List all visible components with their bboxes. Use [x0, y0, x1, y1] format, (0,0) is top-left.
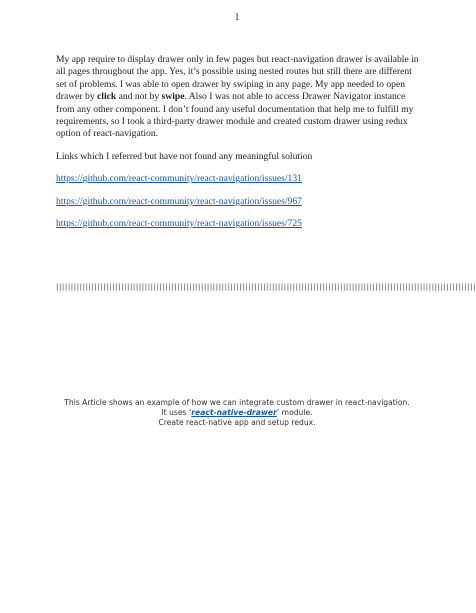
- summary-suffix: ’ module.: [276, 408, 313, 417]
- separator-line: ||||||||||||||||||||||||||||||||||||||||||||||||||||||||||||||||||||||||||||||||||||||||||||||||||||||||||||||||||||||||||||||||||||||||||||||: [56, 283, 476, 291]
- article-body: [56, 54, 421, 240]
- summary-prefix: It uses ‘: [161, 408, 192, 417]
- summary-line-3: Create react-native app and setup redux.: [158, 418, 316, 427]
- intro-text-3: . Also I was not able to access Drawer Navigator instance from any other component. I don’t found any useful documentation that help me to fulfill my requirements, so I took a third-party drawer module and created custom drawer using redux option of react-navigation.: [56, 91, 414, 140]
- summary-line-2: [0, 408, 474, 418]
- intro-bold-click: click: [97, 91, 117, 103]
- issue-link-131[interactable]: https://github.com/react-community/react-navigation/issues/131: [56, 173, 302, 185]
- intro-text-2: and not by: [116, 91, 162, 103]
- intro-paragraph: [56, 54, 421, 141]
- summary-line-1: This Article shows an example of how we can integrate custom drawer in react-navigation.: [64, 398, 410, 407]
- page-number: 1: [234, 12, 240, 23]
- issue-link-967[interactable]: https://github.com/react-community/react-navigation/issues/967: [56, 195, 302, 207]
- react-native-drawer-link[interactable]: react-native-drawer: [191, 408, 277, 417]
- article-summary: [0, 398, 474, 428]
- issue-link-725[interactable]: https://github.com/react-community/react-navigation/issues/725: [56, 218, 302, 230]
- intro-text-1: My app require to display drawer only in few pages but react-navigation drawer is available in all pages throughout the app. Yes, it’s possible using nested routes but still there are different set of problems. I was able to open drawer by swiping in any page. My app needed to open drawer by: [56, 54, 419, 103]
- links-intro-paragraph: Links which I referred but have not found any meaningful solution: [56, 150, 313, 162]
- intro-bold-swipe: swipe: [161, 91, 185, 103]
